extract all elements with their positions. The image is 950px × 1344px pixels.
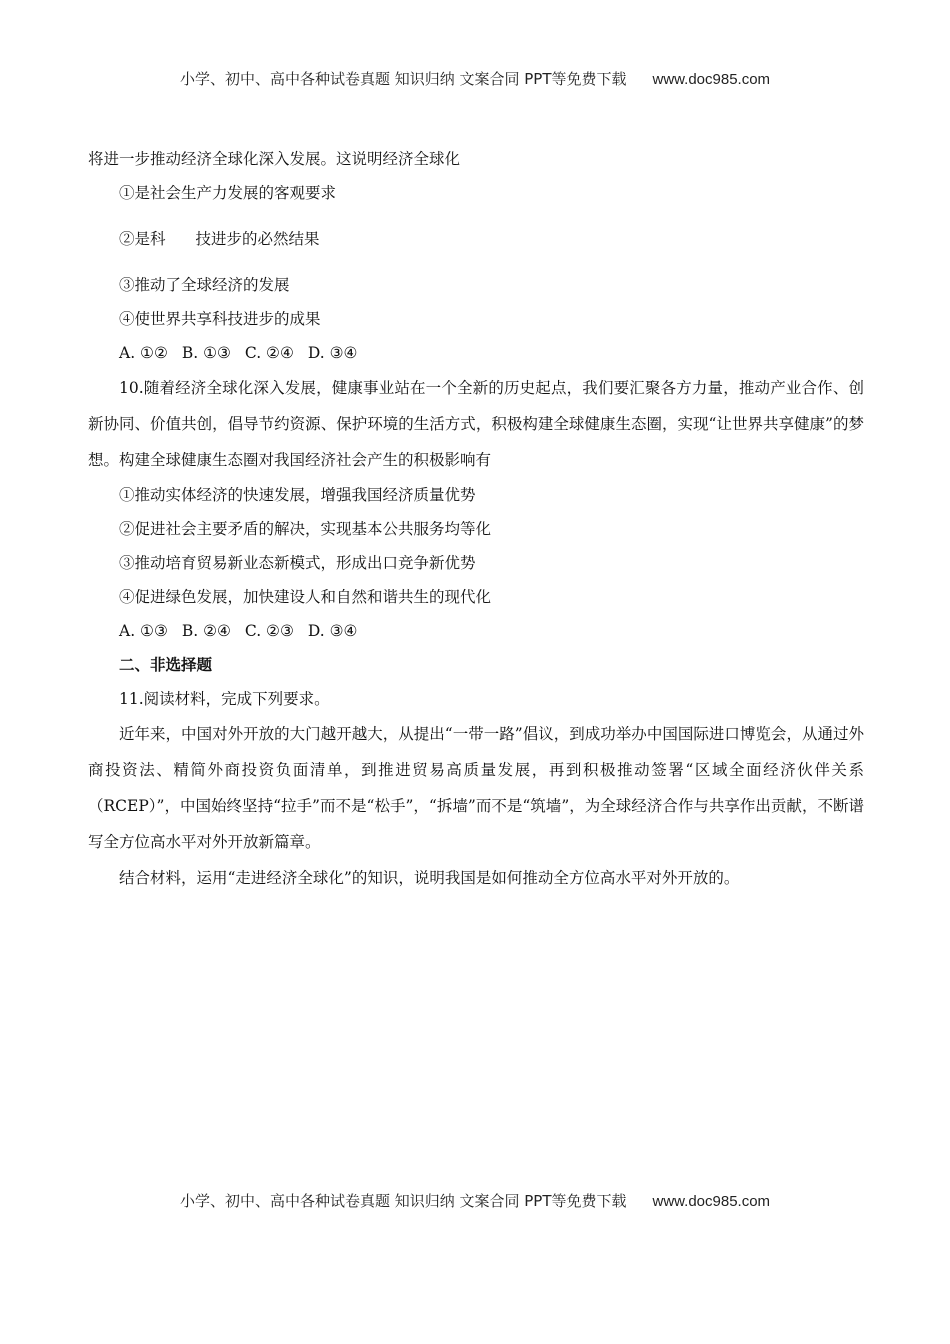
q10-item-3: ③推动培育贸易新业态新模式，形成出口竞争新优势 [119,554,476,572]
footer-url[interactable]: www.doc985.com [652,1193,771,1210]
q9-options [88,336,864,370]
q10-item-2: ②促进社会主要矛盾的解决，实现基本公共服务均等化 [119,520,492,538]
q9-stem-tail: 将进一步推动经济全球化深入发展。这说明经济全球化 [88,150,461,168]
q10-stem: 10.随着经济全球化深入发展，健康事业站在一个全新的历史起点，我们要汇聚各方力量，推动产业合作、创新协同、价值共创，倡导节约资源、保护环境的生活方式，积极构建全球健康生态圈，实现“让世界共享健康”的梦想。构建全球健康生态圈对我国经济社会产生的积极影响有 [88,379,864,469]
q9-option-a: A. ①② [119,344,168,362]
q9-item-2-part-a: ②是科 [119,230,166,248]
q10-item-4: ④促进绿色发展，加快建设人和自然和谐共生的现代化 [119,588,492,606]
q11-stem: 11.阅读材料，完成下列要求。 [119,690,330,708]
q9-item-4: ④使世界共享科技进步的成果 [119,310,321,328]
header-url[interactable]: www.doc985.com [652,71,771,88]
q10-item-1: ①推动实体经济的快速发展，增强我国经济质量优势 [119,486,476,504]
q9-option-b: B. ①③ [181,344,231,362]
q9-item-1: ①是社会生产力发展的客观要求 [119,184,337,202]
footer-text: 小学、初中、高中各种试卷真题 知识归纳 文案合同 PPT等免费下载 [179,1192,627,1210]
q10-option-c: C. ②③ [244,622,294,640]
q9-item-2 [88,222,864,256]
q9-item-3: ③推动了全球经济的发展 [119,276,290,294]
page-header [0,68,950,89]
q9-item-2-part-b: 技进步的必然结果 [195,230,320,248]
header-text: 小学、初中、高中各种试卷真题 知识归纳 文案合同 PPT等免费下载 [179,70,627,88]
q9-option-d: D. ③④ [307,344,358,362]
page-footer [0,1190,950,1211]
q11-question: 结合材料，运用“走进经济全球化”的知识，说明我国是如何推动全方位高水平对外开放的。 [119,869,740,887]
document-body [88,142,864,896]
q9-option-c: C. ②④ [244,344,294,362]
q10-option-b: B. ②④ [181,622,231,640]
section2-title: 二、非选择题 [119,655,213,674]
q10-option-a: A. ①③ [119,622,168,640]
q10-options [88,614,864,648]
q11-material: 近年来，中国对外开放的大门越开越大，从提出“一带一路”倡议，到成功举办中国国际进口博览会，从通过外商投资法、精简外商投资负面清单，到推进贸易高质量发展，再到积极推动签署“区域全面经济伙伴关系（RCEP）”，中国始终坚持“拉手”而不是“松手”，“拆墙”而不是“筑墙”，为全球经济合作与共享作出贡献，不断谱写全方位高水平对外开放新篇章。 [88,725,864,851]
q10-option-d: D. ③④ [307,622,358,640]
